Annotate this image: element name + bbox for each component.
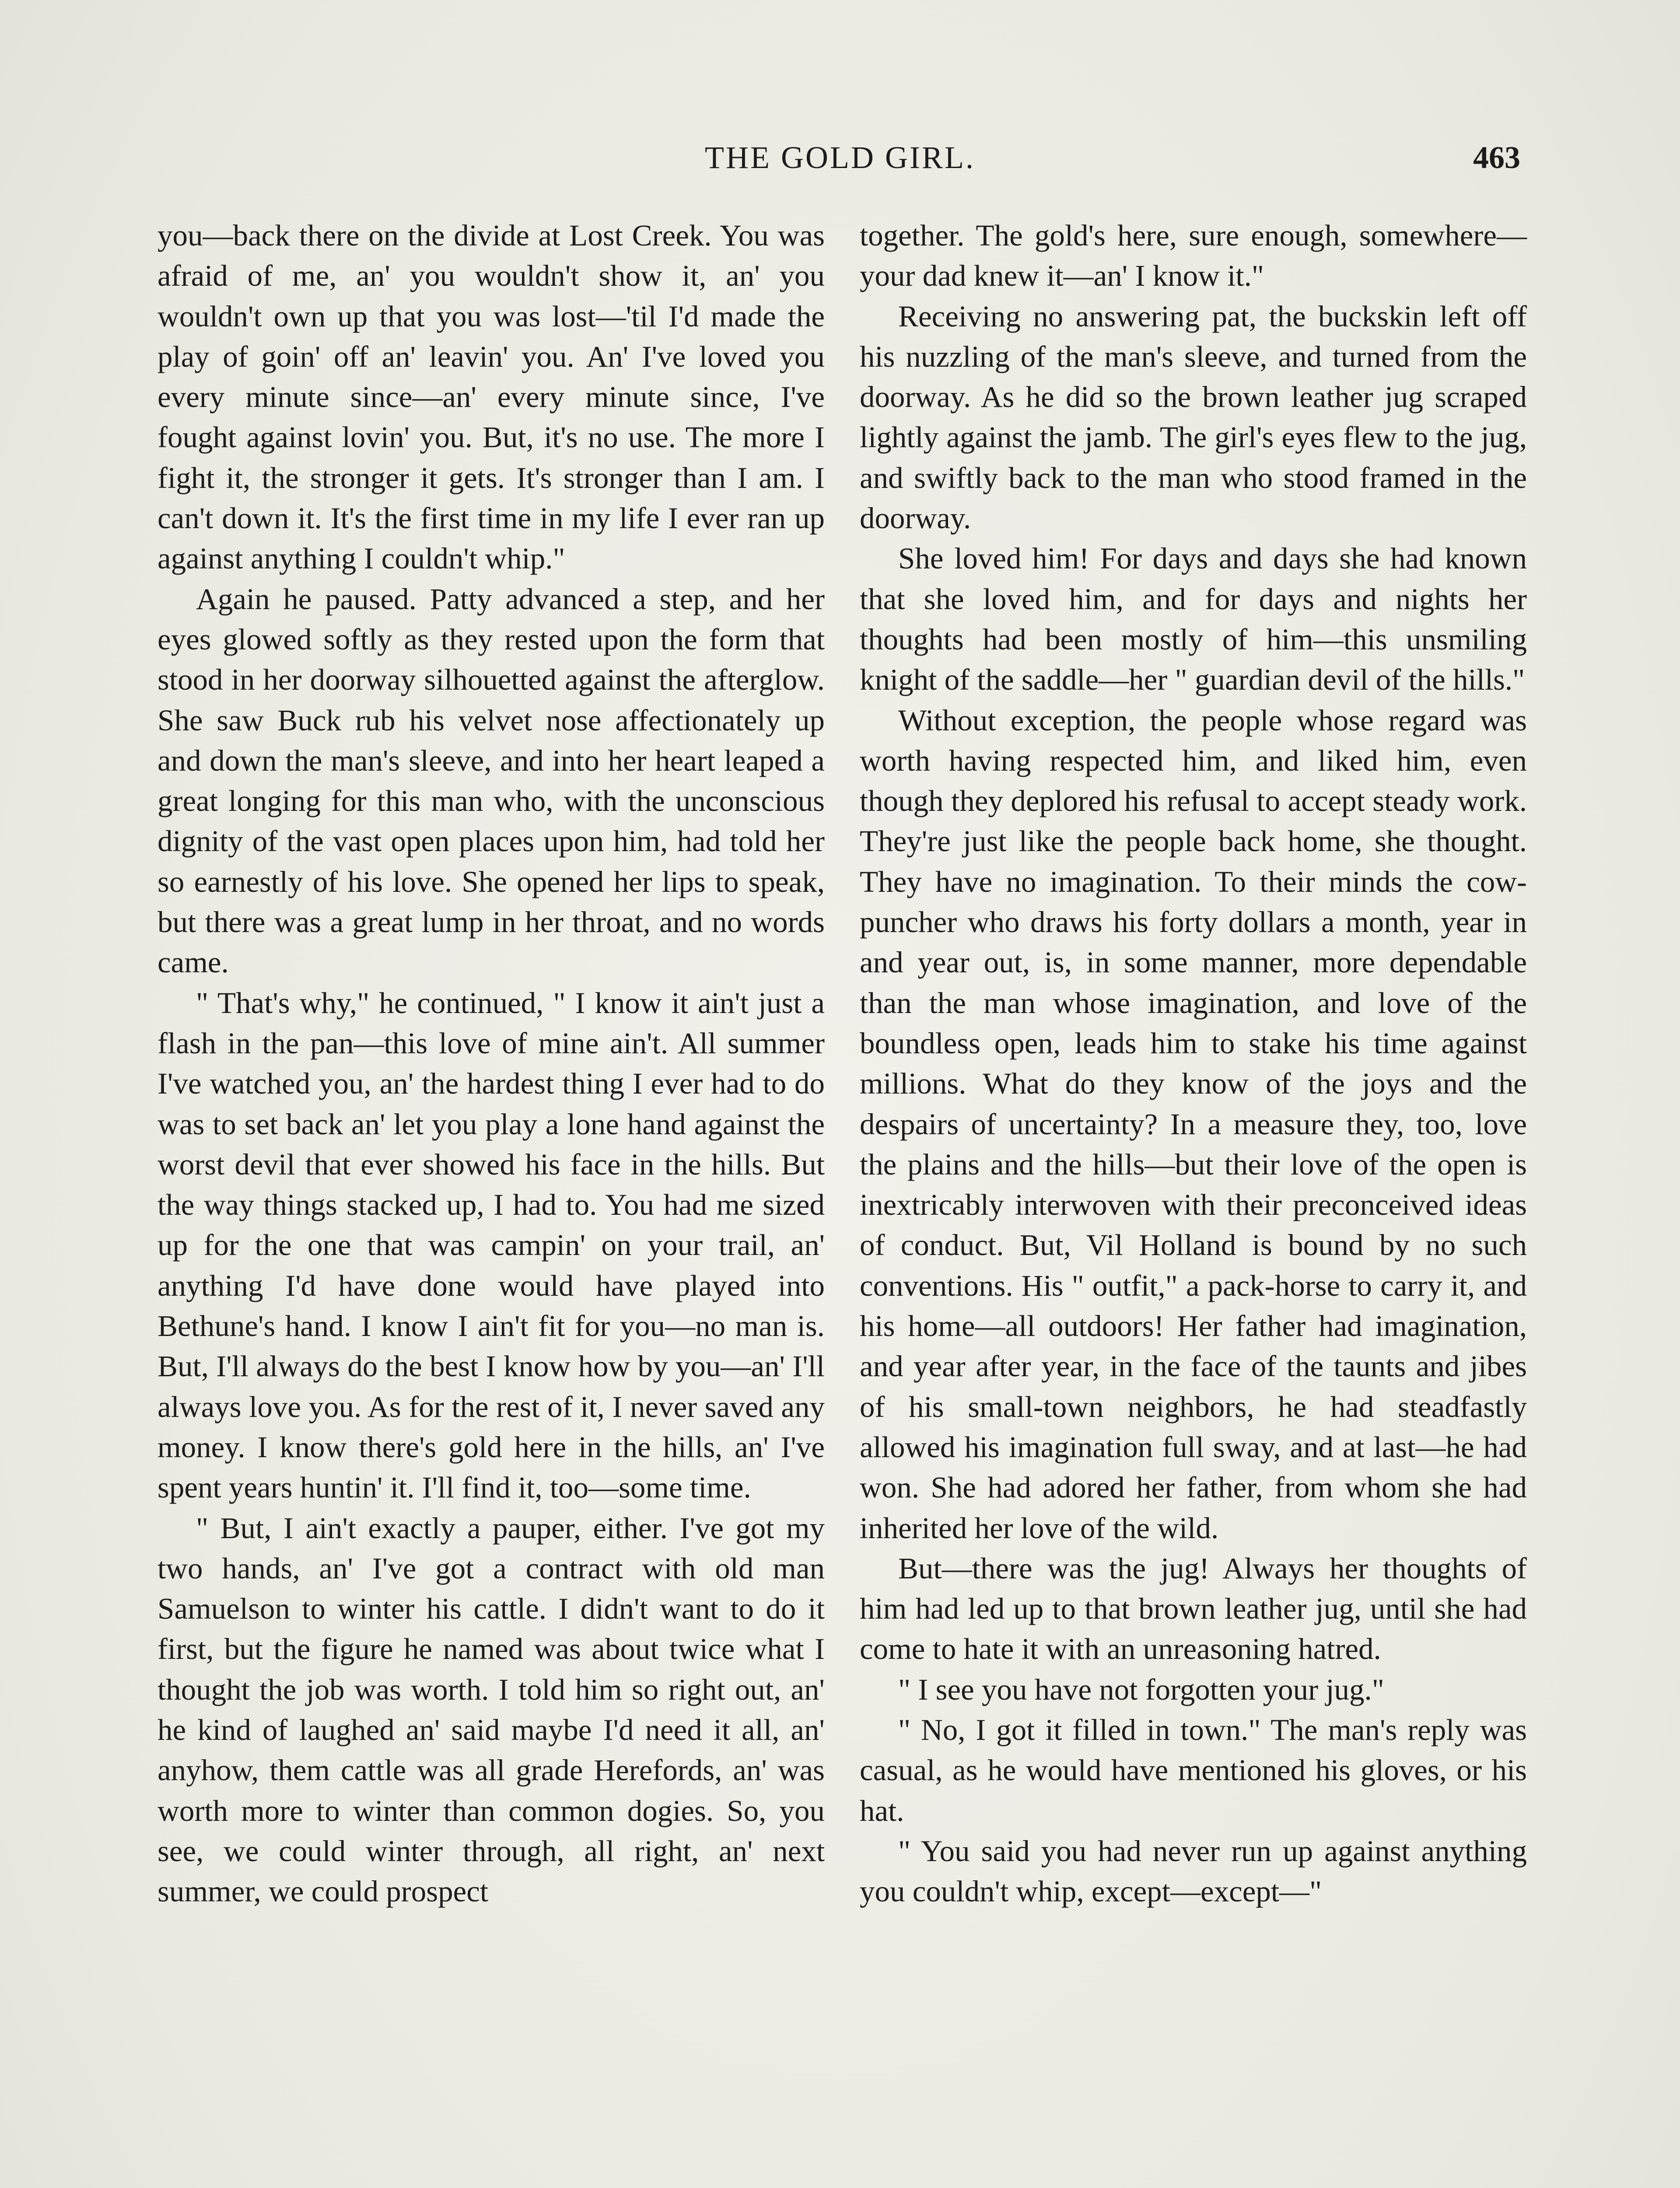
paragraph: " But, I ain't exactly a pauper, either. I've got my two hands, an' I've got a contract with old man Samuelson to winter his cattle. I didn't want to do it first, but the figure he named was about twice what I thought the job was worth. I told him so right out, an' he kind of laughed an' said maybe I'd need it all, an' anyhow, them cattle was all grade Herefords, an' was worth more to winter than common dogies. So, you see, we could winter through, all right, an' next summer, we could prospect xyxy=(158,1511,825,1908)
page-header xyxy=(160,131,1520,184)
paragraph: Again he paused. Patty advanced a step, and her eyes glowed softly as they rested upon the form that stood in her doorway silhouetted against the afterglow. She saw Buck rub his velvet nose affectionately up and down the man's sleeve, and into her heart leaped a great longing for this man who, with the unconscious dignity of the vast open places upon him, had told her so earnestly of his love. She opened her lips to speak, but there was a great lump in her throat, and no words came. xyxy=(158,582,825,979)
paragraph: But—there was the jug! Always her thoughts of him had led up to that brown leather jug, until she had come to hate it with an unreasoning hatred. xyxy=(860,1551,1527,1666)
right-column xyxy=(860,215,1527,1911)
paragraph: " That's why," he continued, " I know it ain't just a flash in the pan—this love of mine ain't. All summer I've watched you, an' the hardest thing I ever had to do was to set back an' let you play a lone hand against the worst devil that ever showed his face in the hills. But the way things stacked up, I had to. You had me sized up for the one that was campin' on your trail, an' anything I'd have done would have played into Bethune's hand. I know I ain't fit for you—no man is. But, I'll always do the best I know how by you—an' I'll always love you. As for the rest of it, I never saved any money. I know there's gold here in the hills, an' I've spent years huntin' it. I'll find it, too—some time. xyxy=(158,986,825,1504)
paragraph: together. The gold's here, sure enough, somewhere—your dad knew it—an' I know it." xyxy=(860,219,1527,293)
left-column xyxy=(158,215,825,1911)
paragraph: " I see you have not forgotten your jug." xyxy=(898,1673,1384,1706)
paragraph: Receiving no answering pat, the buckskin left off his nuzzling of the man's sleeve, and turned from the doorway. As he did so the brown leather jug scraped lightly against the jamb. The girl's eyes flew to the jug, and swiftly back to the man who stood framed in the doorway. xyxy=(860,299,1527,535)
paragraph: " You said you had never run up against anything you couldn't whip, except—except—" xyxy=(860,1834,1527,1908)
paragraph: She loved him! For days and days she had known that she loved him, and for days and nights her thoughts had been mostly of him—this unsmiling knight of the saddle—her " guardian devil of the hills." xyxy=(860,542,1527,697)
paragraph: Without exception, the people whose regard was worth having respected him, and liked him, even though they deplored his refusal to accept steady work. They're just like the people back home, she thought. They have no imagination. To their minds the cow-puncher who draws his forty dollars a month, year in and year out, is, in some manner, more dependable than the man whose imagination, and love of the boundless open, leads him to stake his time against millions. What do they know of the joys and the despairs of uncertainty? In a measure they, too, love the plains and the hills—but their love of the open is inextricably interwoven with their preconceived ideas of conduct. But, Vil Holland is bound by no such conventions. His " outfit," a pack-horse to carry it, and his home—all outdoors! Her father had imagination, and year after year, in the face of the taunts and jibes of his small-town neighbors, he had steadfastly allowed his imagination full sway, and at last—he had won. She had adored her father, from whom she had inherited her love of the wild. xyxy=(860,703,1527,1545)
running-title: THE GOLD GIRL. xyxy=(705,140,975,175)
paragraph: you—back there on the divide at Lost Creek. You was afraid of me, an' you wouldn't show it, an' you wouldn't own up that you was lost—'til I'd made the play of goin' off an' leavin' you. An' I've loved you every minute since—an' every minute since, I've fought against lovin' you. But, it's no use. The more I fight it, the stronger it gets. It's stronger than I am. I can't down it. It's the first time in my life I ever ran up against anything I couldn't whip." xyxy=(158,219,825,575)
paragraph: " No, I got it filled in town." The man's reply was casual, as he would have mentioned his gloves, or his hat. xyxy=(860,1713,1527,1827)
page-number: 463 xyxy=(1473,140,1520,175)
